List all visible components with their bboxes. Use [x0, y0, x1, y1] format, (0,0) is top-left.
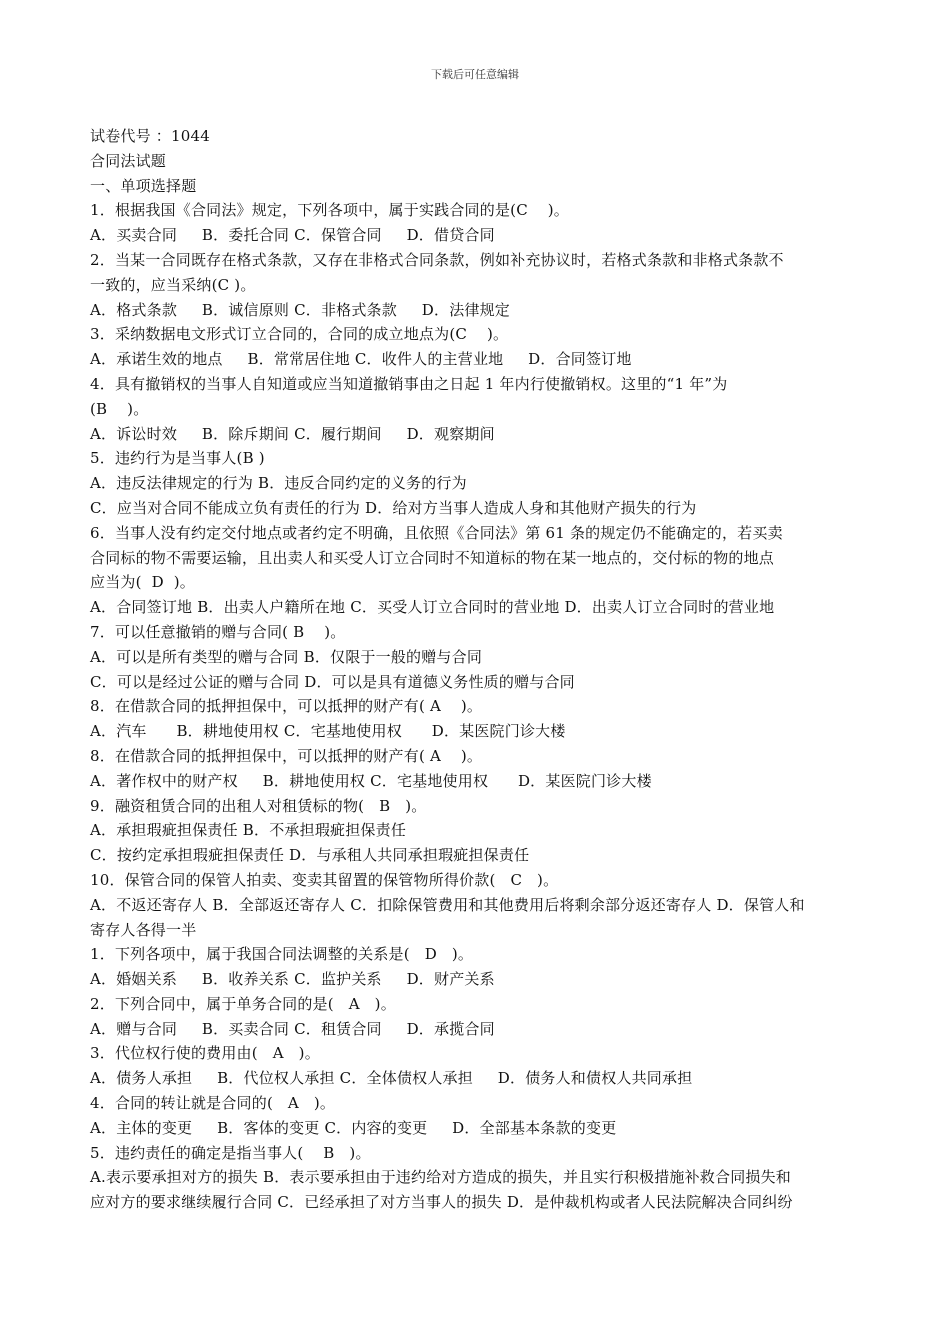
exam-content: [90, 124, 865, 1215]
text-line: A．著作权中的财产权 B．耕地使用权 C．宅基地使用权 D．某医院门诊大楼: [90, 771, 652, 790]
text-line: 3．采纳数据电文形式订立合同的，合同的成立地点为(C )。: [90, 325, 509, 344]
text-line: A．债务人承担 B．代位权人承担 C．全体债权人承担 D．债务人和债权人共同承担: [90, 1069, 693, 1088]
text-line: 5．违约行为是当事人(B ): [90, 449, 265, 468]
text-line: 2．当某一合同既存在格式条款，又存在非格式合同条款，例如补充协议时，若格式条款和非格式条款不: [90, 250, 784, 269]
text-line: C．按约定承担瑕疵担保责任 D．与承租人共同承担瑕疵担保责任: [90, 846, 530, 865]
text-line: C．可以是经过公证的赠与合同 D．可以是具有道德义务性质的赠与合同: [90, 672, 575, 691]
text-line: 7．可以任意撤销的赠与合同( B )。: [90, 622, 346, 641]
text-line: 1．下列各项中，属于我国合同法调整的关系是( D )。: [90, 945, 474, 964]
text-line: 合同法试题: [90, 151, 167, 170]
text-line: A．违反法律规定的行为 B．违反合同约定的义务的行为: [90, 474, 467, 493]
text-line: 1．根据我国《合同法》规定，下列各项中，属于实践合同的是(C )。: [90, 201, 569, 220]
text-line: 6．当事人没有约定交付地点或者约定不明确，且依照《合同法》第 61 条的规定仍不能确定的，若买卖: [90, 523, 783, 542]
text-line: 合同标的物不需要运输，且出卖人和买受人订立合同时不知道标的物在某一地点的，交付标的物的地点: [90, 548, 775, 567]
text-line: 4．具有撤销权的当事人自知道或应当知道撤销事由之日起 1 年内行使撤销权。这里的“1 年”为: [90, 374, 728, 393]
text-line: (B )。: [90, 399, 149, 418]
text-line: A．汽车 B．耕地使用权 C．宅基地使用权 D．某医院门诊大楼: [90, 722, 566, 741]
text-line: 10．保管合同的保管人拍卖、变卖其留置的保管物所得价款( C )。: [90, 870, 559, 889]
text-line: A．不返还寄存人 B．全部返还寄存人 C．扣除保管费用和其他费用后将剩余部分返还寄存人 D．保管人和: [90, 895, 805, 914]
text-line: 寄存人各得一半: [90, 920, 197, 939]
text-line: A．承担瑕疵担保责任 B．不承担瑕疵担保责任: [90, 821, 407, 840]
text-line: 试卷代号 ：1044: [90, 127, 210, 145]
text-line: 3．代位权行使的费用由( A )。: [90, 1044, 320, 1063]
text-line: A.表示要承担对方的损失 B．表示要承担由于违约给对方造成的损失，并且实行积极措施补救合同损失和: [90, 1168, 791, 1187]
text-line: 4．合同的转让就是合同的( A )。: [90, 1094, 336, 1113]
text-line: 8．在借款合同的抵押担保中，可以抵押的财产有( A )。: [90, 746, 483, 765]
text-line: 应对方的要求继续履行合同 C．已经承担了对方当事人的损失 D．是仲裁机构或者人民法院解决合同纠纷: [90, 1193, 793, 1212]
text-line: 9．融资租赁合同的出租人对租赁标的物( B )。: [90, 796, 427, 815]
page-header: 下载后可任意编辑: [431, 68, 519, 81]
text-line: A．承诺生效的地点 B．常常居住地 C．收件人的主营业地 D．合同签订地: [90, 350, 632, 369]
text-line: A．婚姻关系 B．收养关系 C．监护关系 D．财产关系: [90, 970, 495, 989]
text-line: 一致的，应当采纳(C )。: [90, 275, 256, 294]
text-line: 5．违约责任的确定是指当事人( B )。: [90, 1143, 371, 1162]
text-line: 2．下列合同中，属于单务合同的是( A )。: [90, 994, 396, 1013]
text-line: A．可以是所有类型的赠与合同 B．仅限于一般的赠与合同: [90, 647, 483, 666]
text-line: A．买卖合同 B．委托合同 C．保管合同 D．借贷合同: [90, 226, 495, 245]
text-line: A．合同签订地 B．出卖人户籍所在地 C．买受人订立合同时的营业地 D．出卖人订立合同时的营业地: [90, 598, 775, 617]
text-line: 一、单项选择题: [90, 176, 197, 195]
text-line: 应当为( D )。: [90, 573, 196, 592]
text-line: A．主体的变更 B．客体的变更 C．内容的变更 D．全部基本条款的变更: [90, 1118, 617, 1137]
text-line: A．格式条款 B．诚信原则 C．非格式条款 D．法律规定: [90, 300, 511, 319]
text-line: 8．在借款合同的抵押担保中，可以抵押的财产有( A )。: [90, 697, 483, 716]
text-line: A．诉讼时效 B．除斥期间 C．履行期间 D．观察期间: [90, 424, 495, 443]
text-line: A．赠与合同 B．买卖合同 C．租赁合同 D．承揽合同: [90, 1019, 495, 1038]
text-line: C．应当对合同不能成立负有责任的行为 D．给对方当事人造成人身和其他财产损失的行为: [90, 498, 697, 517]
